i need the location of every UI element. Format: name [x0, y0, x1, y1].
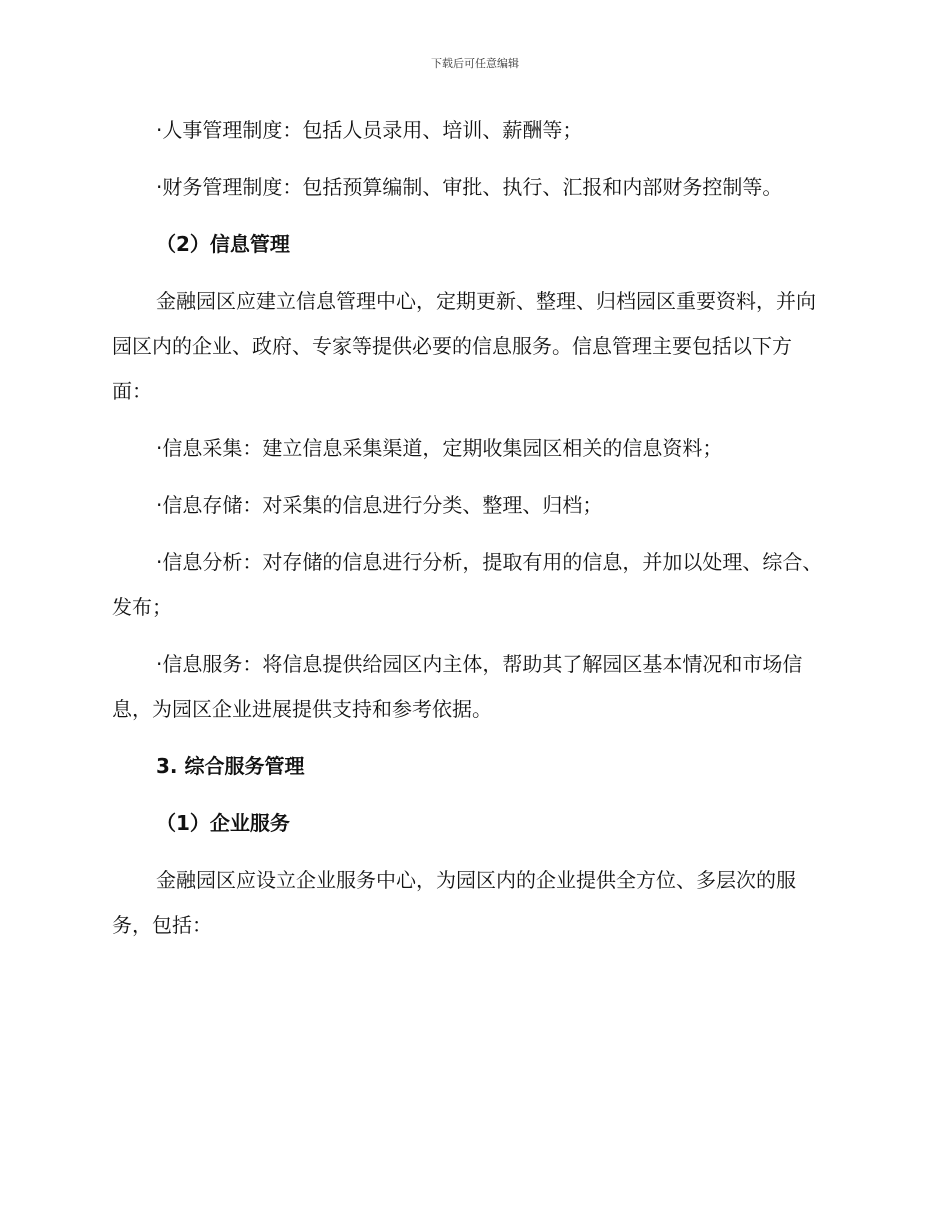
bullet-finance-policy: ·财务管理制度：包括预算编制、审批、执行、汇报和内部财务控制等。 [156, 175, 783, 199]
paragraph-enterprise-center: 金融园区应设立企业服务中心，为园区内的企业提供全方位、多层次的服务，包括： [112, 868, 796, 937]
heading-enterprise-service: （1）企业服务 [156, 811, 290, 835]
bullet-info-service: ·信息服务：将信息提供给园区内主体，帮助其了解园区基本情况和市场信息，为园区企业进展提供支持和参考依据。 [112, 652, 803, 721]
paragraph-info-center: 金融园区应建立信息管理中心，定期更新、整理、归档园区重要资料，并向园区内的企业、政府、专家等提供必要的信息服务。信息管理主要包括以下方面： [112, 289, 816, 403]
bullet-hr-policy: ·人事管理制度：包括人员录用、培训、薪酬等； [156, 118, 583, 142]
document-body [112, 108, 830, 960]
bullet-info-collection: ·信息采集：建立信息采集渠道，定期收集园区相关的信息资料； [156, 436, 723, 460]
heading-info-management: （2）信息管理 [156, 232, 290, 256]
page-header: 下载后可任意编辑 [431, 57, 519, 70]
bullet-info-analysis: ·信息分析：对存储的信息进行分析，提取有用的信息，并加以处理、综合、发布； [112, 550, 823, 619]
heading-general-service: 3. 综合服务管理 [156, 754, 305, 778]
bullet-info-storage: ·信息存储：对采集的信息进行分类、整理、归档； [156, 493, 603, 517]
